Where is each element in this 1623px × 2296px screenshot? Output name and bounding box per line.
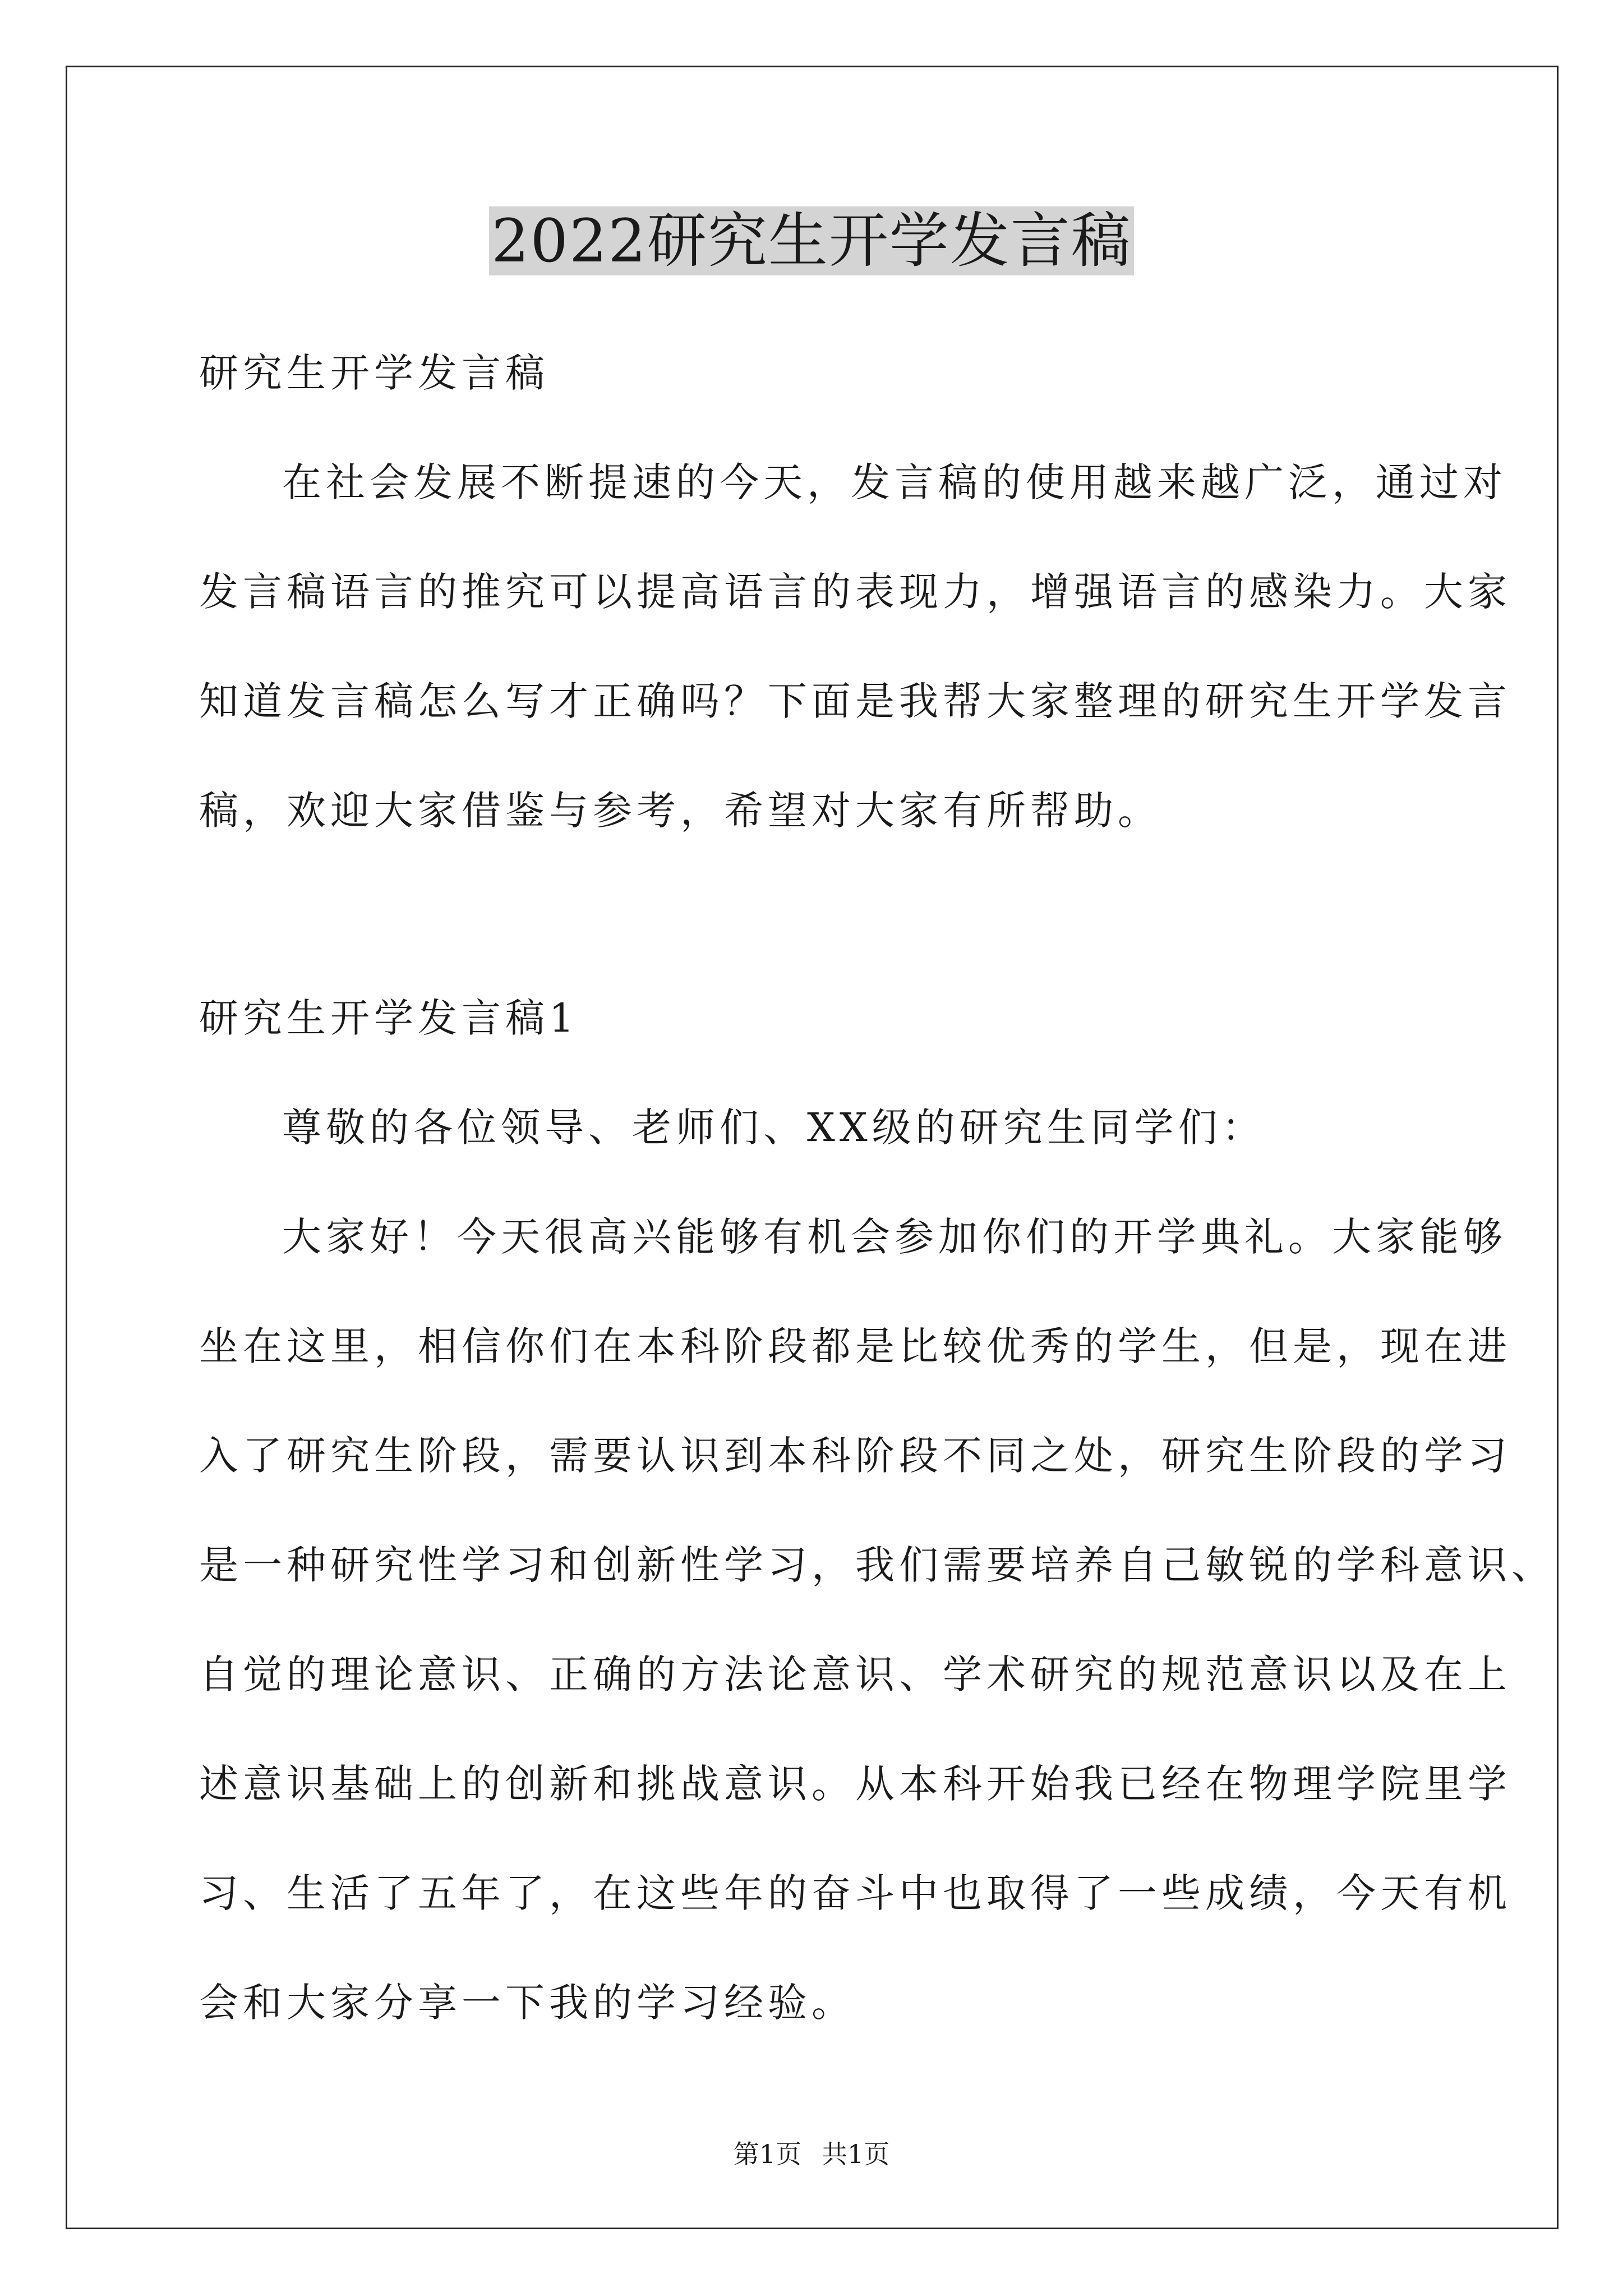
intro-paragraph-line-3: 知道发言稿怎么写才正确吗？下面是我帮大家整理的研究生开学发言 bbox=[199, 678, 1511, 724]
intro-paragraph-line-1: 在社会发展不断提速的今天，发言稿的使用越来越广泛，通过对 bbox=[282, 459, 1507, 505]
intro-paragraph-line-2: 发言稿语言的推究可以提高语言的表现力，增强语言的感染力。大家 bbox=[199, 569, 1511, 615]
speech-paragraph-line-7: 习、生活了五年了，在这些年的奋斗中也取得了一些成绩，今天有机 bbox=[199, 1870, 1511, 1916]
intro-paragraph-line-4: 稿，欢迎大家借鉴与参考，希望对大家有所帮助。 bbox=[199, 788, 1161, 834]
speech-paragraph-line-6: 述意识基础上的创新和挑战意识。从本科开始我已经在物理学院里学 bbox=[199, 1761, 1511, 1807]
page-number: 第1页 bbox=[733, 2139, 801, 2169]
speech-paragraph-line-4: 是一种研究性学习和创新性学习，我们需要培养自己敏锐的学科意识、 bbox=[199, 1542, 1555, 1588]
speech-paragraph-line-3: 入了研究生阶段，需要认识到本科阶段不同之处，研究生阶段的学习 bbox=[199, 1433, 1511, 1479]
document-title bbox=[0, 202, 1623, 280]
intro-heading: 研究生开学发言稿 bbox=[199, 350, 549, 396]
speech-paragraph-line-5: 自觉的理论意识、正确的方法论意识、学术研究的规范意识以及在上 bbox=[199, 1651, 1511, 1697]
speech-paragraph-line-2: 坐在这里，相信你们在本科阶段都是比较优秀的学生，但是，现在进 bbox=[199, 1323, 1511, 1369]
page-footer bbox=[0, 2137, 1623, 2171]
section-heading-1: 研究生开学发言稿1 bbox=[199, 995, 579, 1041]
speech-paragraph-line-1: 大家好！今天很高兴能够有机会参加你们的开学典礼。大家能够 bbox=[282, 1214, 1507, 1260]
document-title-text: 2022研究生开学发言稿 bbox=[489, 206, 1134, 275]
page-total: 共1页 bbox=[822, 2139, 890, 2169]
salutation-line: 尊敬的各位领导、老师们、XX级的研究生同学们： bbox=[282, 1105, 1266, 1151]
speech-paragraph-line-8: 会和大家分享一下我的学习经验。 bbox=[199, 1980, 855, 2026]
